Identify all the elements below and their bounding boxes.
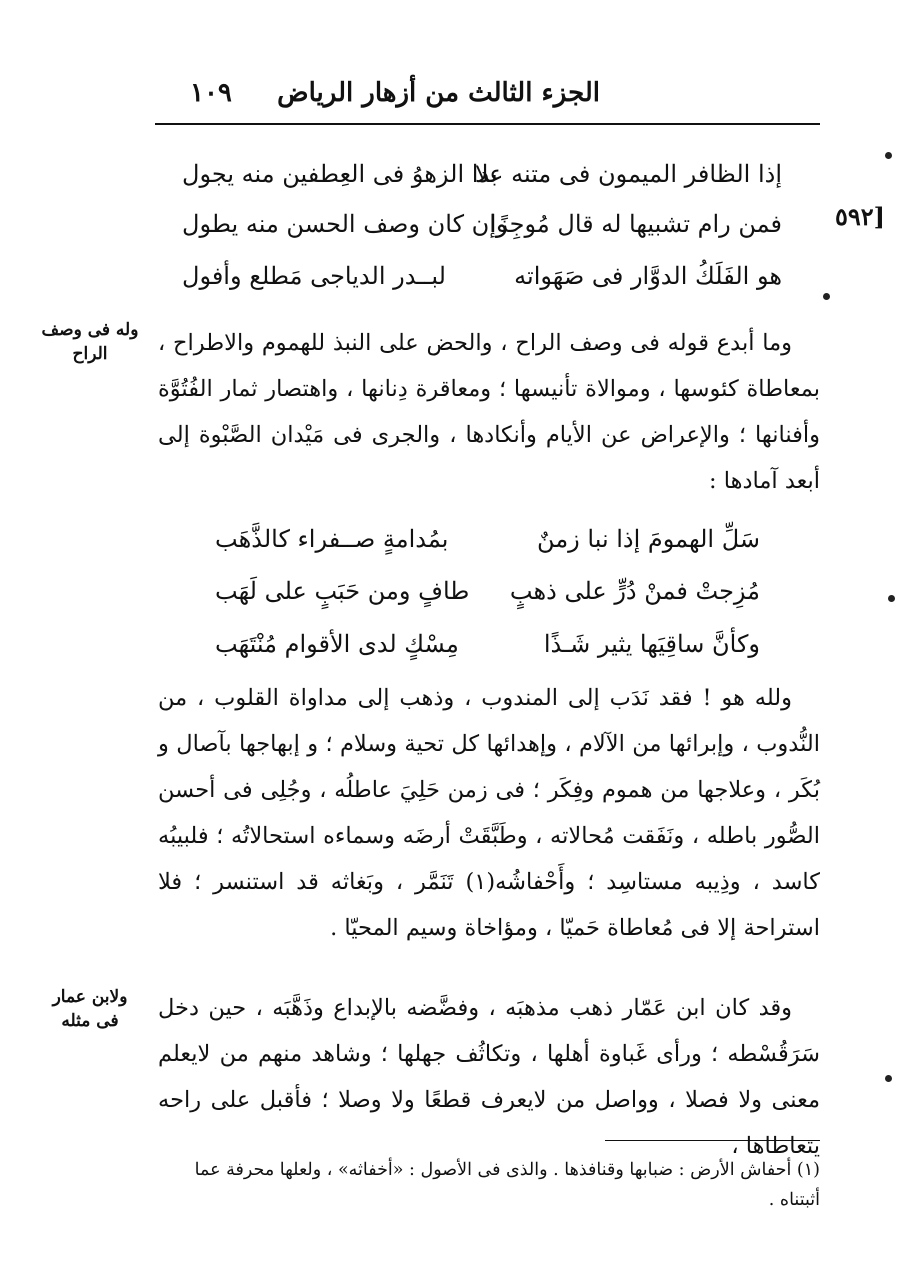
running-header-title: الجزء الثالث من أزهار الرياض — [277, 78, 600, 108]
verse-hemistich-second: مِسْكٍ لدى الأقوام مُنْتَهَب — [215, 630, 459, 658]
verse-hemistich-first: هو الفَلَكُ الدوَّار فى صَهَواته — [514, 262, 782, 290]
verse-line — [182, 160, 782, 200]
verse-hemistich-first: فمن رام تشبيها له قال مُوجِزًا — [489, 210, 782, 238]
footnote: (١) أحفاش الأرض : ضبابها وقنافذها . والذى فى الأصول : «أخفاثه» ، ولعلها محرفة عما أثبتناه . — [194, 1160, 820, 1210]
scan-mark — [823, 293, 830, 300]
margin-note-line: ولابن عمار — [52, 987, 128, 1007]
margin-note — [30, 985, 150, 1033]
verse-line — [182, 262, 782, 302]
scan-mark — [885, 152, 892, 159]
page-number: ١٠٩ — [190, 78, 232, 108]
margin-note — [30, 318, 150, 366]
paragraph-text: ولله هو ! فقد نَدَب إلى المندوب ، وذهب إلى مداواة القلوب ، من النُّدوب ، وإبرائها من الآلام ، وإهدائها كل تحية وسلام ؛ و إبهاجها بآصال و بُكَر ، وعلاجها من هموم وفِكَر ؛ فى زمن حَلِيَ عاطلُه ، وجُلِى فى أحسن الصُّور باطله ، ونَفَقت مُحالاته ، وطَبَّقَتْ أرضَه وسماءه استحالاتُه ؛ فلبيبُه كاسد ، وذِيبه مستاسِد ؛ وأَحْفاشُه(١) تَنَمَّر ، وبَغاثه قد استنسر ؛ فلا استراحة إلا فى مُعاطاة حَميّا ، ومؤاخاة وسيم المحيّا . — [158, 685, 820, 941]
verse-hemistich-first: إذا الظافر الميمون فى متنه علا — [474, 160, 782, 188]
scan-mark — [888, 595, 895, 602]
paragraph-text: وما أبدع قوله فى وصف الراح ، والحض على النبذ للهموم والاطراح ، بمعاطاة كئوسها ، وموالاة تأنيسها ؛ ومعاقرة دِنانها ، واهتصار ثمار الفُتُوَّة وأفنانها ؛ والإعراض عن الأيام وأنكادها ، والجرى فى مَيْدان الصَّبْوة إلى أبعد آمادها : — [158, 330, 820, 494]
margin-note-line: وله فى وصف — [41, 320, 139, 340]
verse-line — [215, 577, 760, 617]
header-rule — [155, 123, 820, 125]
verse-hemistich-second: وإن كان وصف الحسن منه يطول — [182, 210, 508, 238]
verse-line — [215, 525, 760, 565]
verse-hemistich-first: وكأنَّ ساقِيَها يثير شَـذًا — [543, 630, 760, 658]
prose-paragraph — [158, 675, 820, 975]
verse-hemistich-second: طافٍ ومن حَبَبٍ على لَهَب — [215, 577, 470, 605]
verse-line — [182, 210, 782, 250]
verse-hemistich-second: بدا الزهوُ فى العِطفين منه يجول — [182, 160, 498, 188]
verse-line — [215, 630, 760, 670]
margin-note-line: الراح — [72, 344, 108, 364]
verse-hemistich-second: بمُدامةٍ صــفراء كالذَّهَب — [215, 525, 449, 553]
paragraph-text: وقد كان ابن عَمّار ذهب مذهبَه ، وفضَّضه بالإبداع وذَهَّبَه ، حين دخل سَرَقُسْطه ؛ ورأى غَباوة أهلها ، وتكاثُف جهلها ؛ وشاهد منهم من لايعلم معنى ولا فصلا ، وواصل من لايعرف قطعًا ولا وصلا ؛ فأقبل على راحه يتعاطاها ، — [158, 995, 820, 1159]
margin-note-line: فى مثله — [61, 1011, 119, 1031]
prose-paragraph — [158, 320, 820, 500]
verse-hemistich-first: مُزِجتْ فمنْ دُرٍّ على ذهبٍ — [509, 577, 760, 605]
prose-paragraph — [158, 985, 820, 1159]
footnote-rule — [605, 1140, 820, 1141]
verse-hemistich-first: سَلِّ الهمومَ إذا نبا زمنٌ — [537, 525, 760, 553]
scan-mark — [885, 1075, 892, 1082]
side-page-reference: [٥٩٢ — [835, 202, 886, 231]
verse-hemistich-second: لبــدر الدياجى مَطلع وأفول — [182, 262, 446, 290]
